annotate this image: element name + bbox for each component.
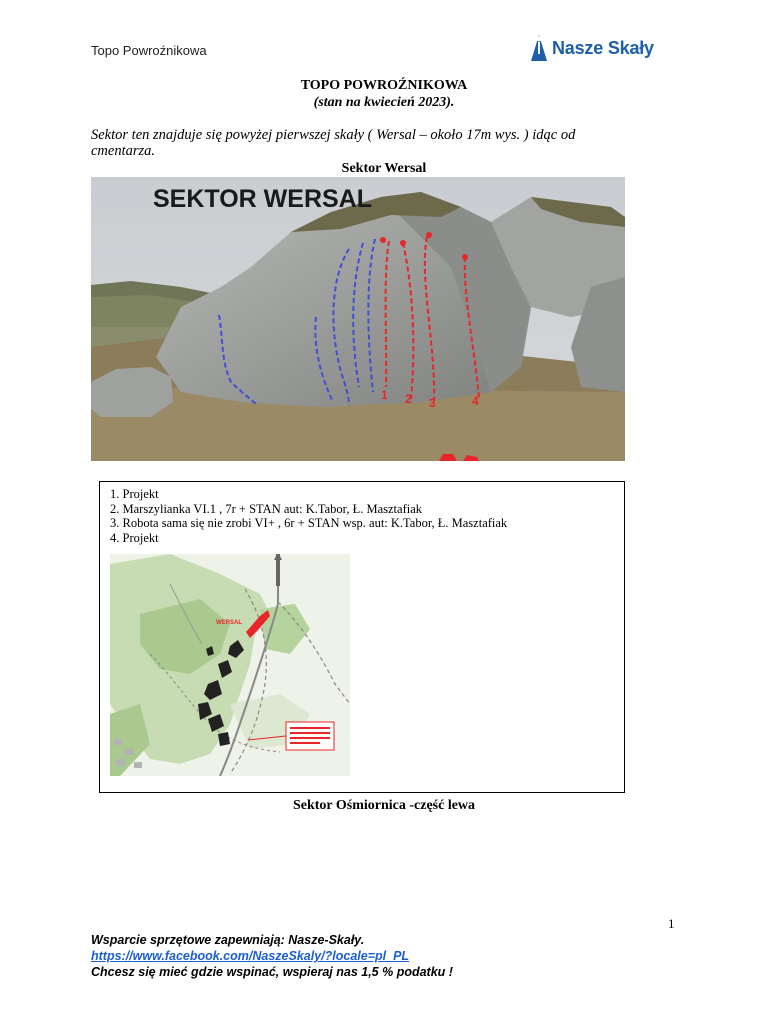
sector-location-map xyxy=(110,554,350,776)
intro-paragraph: Sektor ten znajduje się powyżej pierwszej skały ( Wersal – około 17m wys. ) idąc od cmentarza. xyxy=(91,127,576,159)
routes-box xyxy=(99,481,625,793)
document-subtitle: (stan na kwiecień 2023). xyxy=(313,95,455,110)
route-item: 2. Marszylianka VI.1 , 7r + STAN aut: K.Tabor, Ł. Masztafiak xyxy=(110,501,423,516)
page-number: 1 xyxy=(668,916,675,931)
mountain-climber-icon xyxy=(530,34,548,62)
map-sector-label: WERSAL xyxy=(216,620,242,626)
route-item: 1. Projekt xyxy=(110,487,159,501)
running-header-title: Topo Powroźnikowa xyxy=(91,43,207,58)
sector-wersal-heading: Sektor Wersal xyxy=(341,161,427,176)
route-number-2: 2 xyxy=(405,392,412,406)
route-item: 3. Robota sama się nie zrobi VI+ , 6r + STAN wsp. aut: K.Tabor, Ł. Masztafiak xyxy=(110,516,508,530)
route-number-3: 3 xyxy=(429,396,436,410)
footer xyxy=(91,932,453,980)
facebook-link[interactable]: https://www.facebook.com/NaszeSkaly/?locale=pl_PL xyxy=(91,949,410,963)
brand-name: Nasze Skały xyxy=(552,37,654,58)
footer-support-line: Wsparcie sprzętowe zapewniają: Nasze-Skały. xyxy=(91,933,365,947)
brand-logo xyxy=(530,33,654,63)
footer-tax-appeal: Chcesz się mieć gdzie wspinać, wspieraj nas 1,5 % podatku ! xyxy=(91,965,453,979)
photo-sector-label: SEKTOR WERSAL xyxy=(153,185,372,213)
document-title: TOPO POWROŹNIKOWA xyxy=(300,78,468,93)
route-number-1: 1 xyxy=(381,388,388,402)
sector-osmiornica-heading: Sektor Ośmiornica -część lewa xyxy=(292,798,476,813)
route-item: 4. Projekt xyxy=(110,530,159,545)
sector-wersal-photo xyxy=(91,177,625,461)
routes-list xyxy=(110,487,507,545)
route-number-4: 4 xyxy=(472,394,479,408)
